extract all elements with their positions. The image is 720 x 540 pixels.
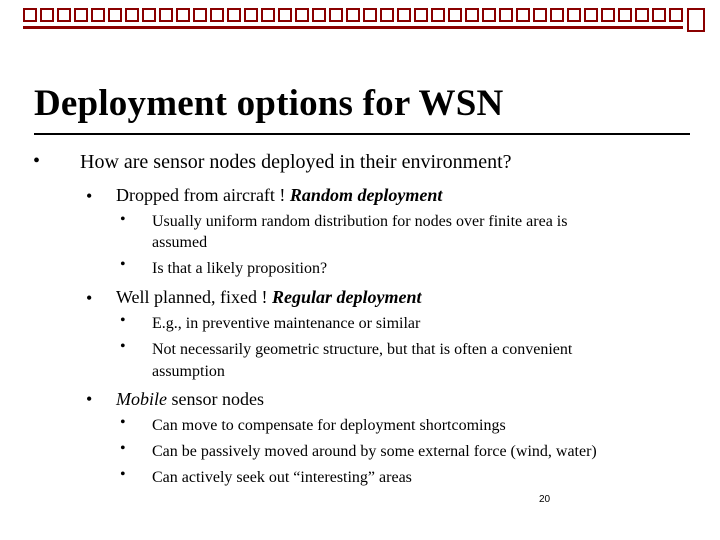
square-icon — [193, 8, 207, 22]
square-icon — [669, 8, 683, 22]
bullet-level3: Can actively seek out “interesting” areas — [152, 469, 412, 486]
bullet-level3: Is that a likely proposition? — [152, 260, 328, 277]
square-icon — [499, 8, 513, 22]
top-divider — [23, 26, 683, 29]
bullet-icon: • — [86, 389, 93, 409]
square-icon — [74, 8, 88, 22]
bullet-icon: • — [120, 211, 126, 228]
bullet-icon: • — [86, 288, 93, 308]
square-icon — [601, 8, 615, 22]
bullet-level3: Can be passively moved around by some external force (wind, water) — [152, 443, 597, 460]
square-icon — [346, 8, 360, 22]
emphasis-text: Regular deployment — [272, 287, 422, 307]
bullet-regular-deployment — [116, 287, 422, 308]
square-icon — [550, 8, 564, 22]
emphasis-text: Mobile — [116, 389, 167, 409]
square-icon — [414, 8, 428, 22]
square-icon — [295, 8, 309, 22]
square-icon — [142, 8, 156, 22]
square-icon — [516, 8, 530, 22]
title-underline — [34, 133, 690, 135]
bullet-icon: • — [120, 256, 126, 273]
square-icon — [618, 8, 632, 22]
square-icon — [57, 8, 71, 22]
bullet-level3: E.g., in preventive maintenance or similar — [152, 315, 421, 332]
page-number: 20 — [539, 494, 551, 505]
square-icon — [210, 8, 224, 22]
square-icon — [635, 8, 649, 22]
emphasis-text: Random deployment — [289, 185, 443, 205]
bullet-random-deployment — [116, 185, 442, 206]
bullet-level3-continuation: assumed — [152, 234, 208, 251]
bullet-level3: Can move to compensate for deployment shortcomings — [152, 417, 506, 434]
square-icon — [533, 8, 547, 22]
square-icon — [380, 8, 394, 22]
square-icon — [584, 8, 598, 22]
square-icon — [465, 8, 479, 22]
bullet-icon: • — [33, 150, 41, 172]
square-icon — [567, 8, 581, 22]
square-icon — [261, 8, 275, 22]
square-icon — [329, 8, 343, 22]
square-icon — [40, 8, 54, 22]
square-icon — [125, 8, 139, 22]
square-icon — [482, 8, 496, 22]
square-icon — [278, 8, 292, 22]
bullet-level3: Not necessarily geometric structure, but that is often a convenient — [152, 341, 573, 358]
bullet-lead: Dropped from aircraft ! — [116, 185, 290, 205]
bullet-rest: sensor nodes — [167, 389, 264, 409]
corner-square-icon — [687, 8, 705, 32]
square-icon — [397, 8, 411, 22]
square-icon — [431, 8, 445, 22]
bullet-icon: • — [86, 186, 93, 206]
square-icon — [448, 8, 462, 22]
square-icon — [652, 8, 666, 22]
bullet-level3: Usually uniform random distribution for nodes over finite area is — [152, 213, 568, 230]
slide-title: Deployment options for WSN — [34, 83, 504, 124]
bullet-icon: • — [120, 312, 126, 329]
decorative-top-bar — [0, 0, 720, 44]
square-icon — [312, 8, 326, 22]
square-icon — [244, 8, 258, 22]
square-icon — [363, 8, 377, 22]
bullet-level3-continuation: assumption — [152, 363, 225, 380]
bullet-level1: How are sensor nodes deployed in their environment? — [80, 151, 512, 173]
bullet-icon: • — [120, 338, 126, 355]
bullet-icon: • — [120, 466, 126, 483]
square-icon — [91, 8, 105, 22]
bullet-icon: • — [120, 414, 126, 431]
square-icon — [23, 8, 37, 22]
bullet-icon: • — [120, 440, 126, 457]
square-icon — [108, 8, 122, 22]
square-icon — [159, 8, 173, 22]
square-icon — [176, 8, 190, 22]
square-icon — [227, 8, 241, 22]
bullet-mobile — [116, 389, 264, 410]
bullet-lead: Well planned, fixed ! — [116, 287, 272, 307]
